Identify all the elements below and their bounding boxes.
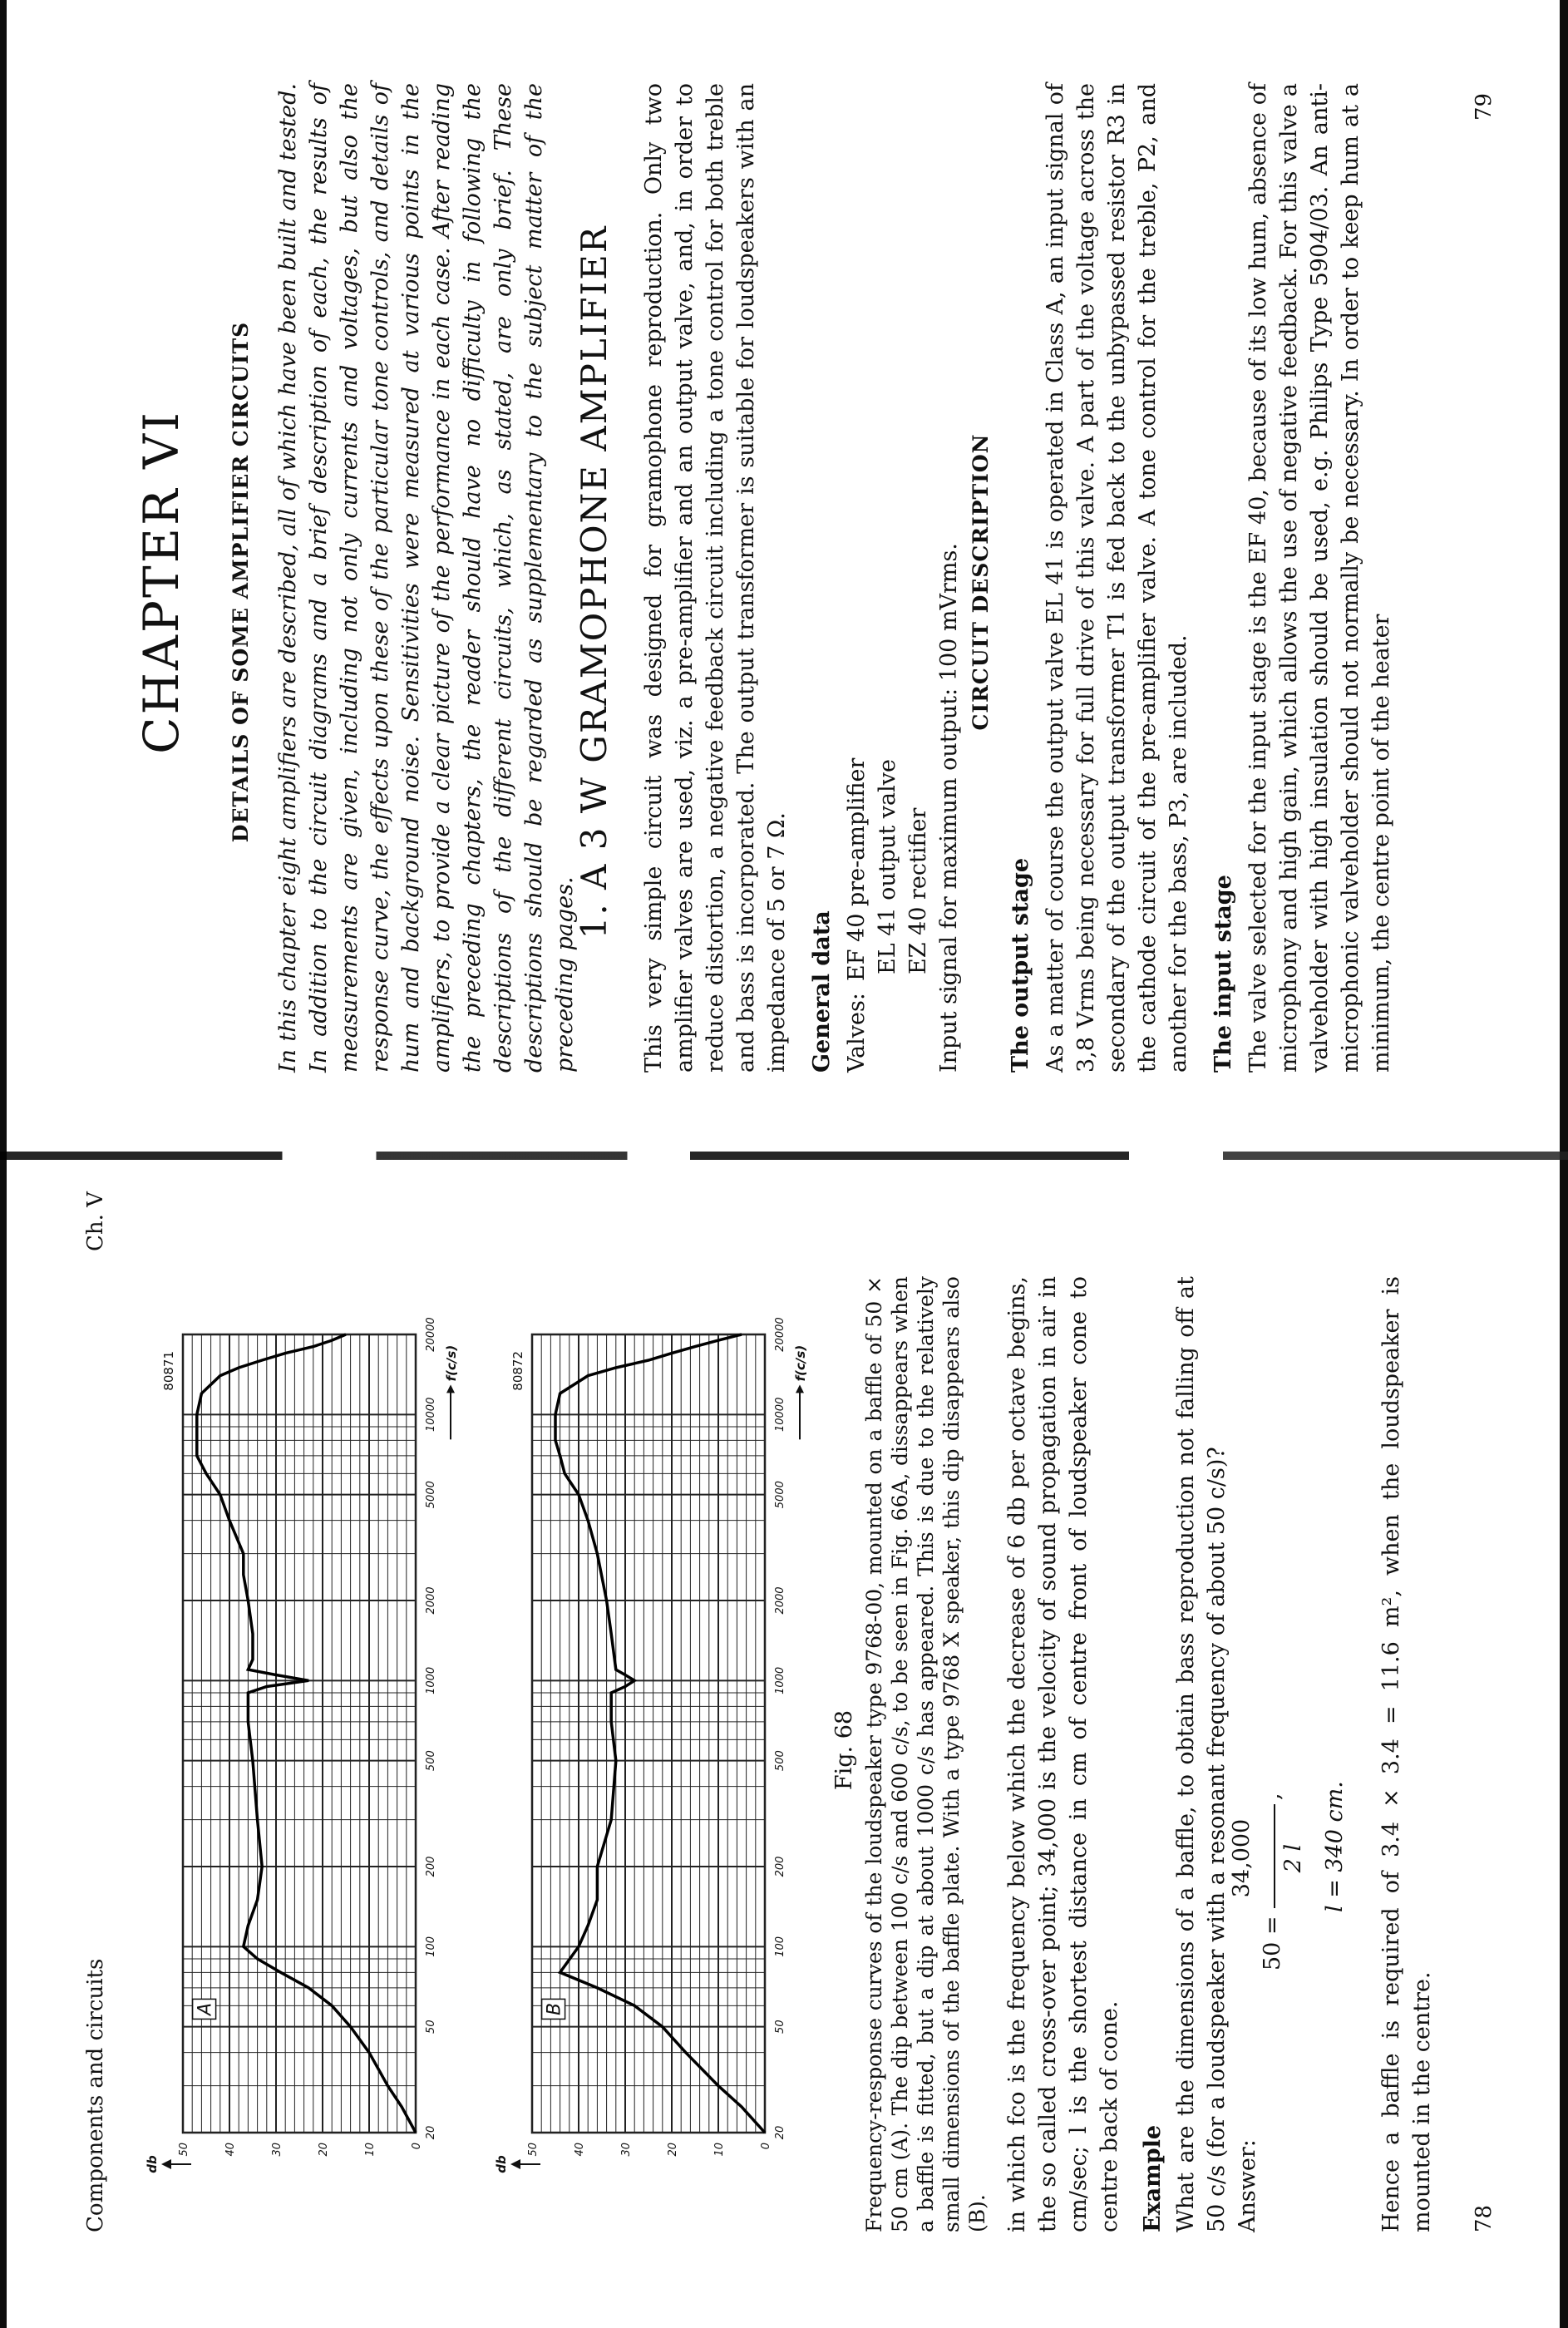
general-data-heading: General data [809,910,835,1073]
x-tick-label: 200 [774,1856,786,1877]
x-axis-label: f(c/s) [444,1344,459,1382]
x-axis-label: f(c/s) [793,1344,808,1382]
amplifier-title: 1. A 3 W GRAMOPHONE AMPLIFIER [574,224,614,940]
x-tick-label: 500 [425,1750,437,1772]
chapter-title: CHAPTER VI [133,410,190,754]
page-number-right: 79 [1472,92,1497,121]
y-tick-label: 30 [271,2143,284,2157]
answer-label: Answer: [1235,2139,1260,2232]
y-tick-label: 50 [527,2143,540,2157]
figure-code: 80872 [510,1351,525,1391]
section-title: DETAILS OF SOME AMPLIFIER CIRCUITS [229,321,253,843]
chart-a-svg [125,1276,482,2224]
x-axis-arrowhead [446,1384,455,1393]
paragraph-cross-over: in which fco is the frequency below which the decrease of 6 db per octave begins, the so called cross-over point; 34,000 is the velocity of sound propagation in air in cm/sec; l is the shortest distance in cm of centre front of loudspeaker cone to centre back of cone. [1004,1276,1122,2232]
formula-comma: , [1260,1793,1285,1800]
y-tick-label: 10 [364,2143,377,2157]
formula-lhs: 50 = [1260,1916,1285,1970]
x-tick-label: 20 [425,2125,437,2140]
example-heading: Example [1140,2124,1166,2232]
x-tick-label: 20 [774,2125,786,2140]
figure-label: Fig. 68 [831,1709,857,1791]
x-tick-label: 5000 [425,1481,437,1509]
chart-b-svg [474,1276,831,2224]
x-axis-arrowhead [796,1384,804,1393]
running-head-chapter: Ch. V [83,1191,108,1251]
x-tick-label: 20000 [425,1317,437,1352]
page-78 [0,1172,1568,2328]
valve-ez40: EZ 40 rectifier [905,807,931,974]
conclusion-text: Hence a baffle is required of 3.4 × 3.4 = 11.6 m², when the loudspeaker is mounted in the centre. [1378,1276,1435,2232]
x-tick-label: 50 [774,2020,786,2034]
x-tick-label: 500 [774,1750,786,1772]
figure-caption: Frequency-response curves of the loudspeaker type 9768-00, mounted on a baffle of 50 × 50 cm (A). The dip between 100 c/s and 600 c/s, to be seen in Fig. 66A, dissappears when a baffle is fitted, but a dip at about 1000 c/s has appeared. This is due to the relatively small dimensions of the baffle plate. With a type 9768 X speaker, this dip disappears also (B). [862,1276,989,2232]
y-axis-arrowhead [161,2159,171,2169]
x-tick-label: 2000 [774,1586,786,1615]
curve-label: B [544,2002,565,2015]
x-tick-label: 1000 [774,1666,786,1694]
x-tick-label: 100 [774,1936,786,1957]
chart-b [474,1276,835,2224]
y-tick-label: 40 [224,2143,237,2157]
input-signal-spec: Input signal for maximum output: 100 mVrms. [936,543,962,1073]
output-stage-heading: The output stage [1008,857,1033,1073]
x-tick-label: 20000 [774,1317,786,1352]
valve-el41: EL 41 output valve [875,759,900,974]
valve-ef40: EF 40 pre-amplifier [844,757,870,981]
x-tick-label: 1000 [425,1666,437,1694]
output-stage-text: As a matter of course the output valve EL 41 is operated in Class A, an input signal of 3,8 Vrms being necessary for full drive of this valve. A part of the voltage across the secondary of the output transformer T1 is fed back to the unbypassed resistor R3 in the cathode circuit of the pre-amplifier valve. A tone control for the treble, P2, and another for the bass, P3, are included. [1043,83,1191,1073]
y-tick-label: 10 [713,2143,726,2157]
y-tick-label: 50 [178,2143,190,2157]
example-text: What are the dimensions of a baffle, to obtain bass reproduction not falling off at 50 c/s (for a loudspeaker with a resonant frequency of about 50 c/s)? [1173,1276,1230,2232]
y-tick-label: 20 [318,2143,330,2157]
input-stage-heading: The input stage [1211,875,1236,1073]
y-axis-arrowhead [510,2159,520,2169]
y-tick-label: 40 [574,2143,586,2157]
y-tick-label: 30 [620,2143,633,2157]
chart-a [125,1276,486,2224]
x-tick-label: 5000 [774,1481,786,1509]
chapter-intro: In this chapter eight amplifiers are described, all of which have been built and tested. In addition to the circuit diagrams and a brief description of each, the results of measurements are given, including not only currents and voltages, but also the response curve, the effects upon these of the particular tone controls, and details of hum and background noise. Sensitivities were measured at various points in the amplifiers, to provide a clear picture of the performance in each case. After reading the preceding chapters, the reader should have no difficulty in following the descriptions of the different circuits, which, as stated, are only brief. These descriptions should be regarded as supplementary to the subject matter of the preceding pages. [275,83,578,1073]
x-tick-label: 50 [425,2020,437,2034]
plot-frame [532,1334,765,2133]
circuit-description-heading: CIRCUIT DESCRIPTION [969,433,993,731]
plot-frame [183,1334,416,2133]
response-curve-b [555,1334,765,2133]
y-axis-label: db [494,2155,509,2173]
x-tick-label: 100 [425,1936,437,1957]
formula-denominator: 2 l [1280,1843,1306,1873]
formula-result: l = 340 cm. [1322,1781,1348,1912]
page-number-left: 78 [1472,2204,1497,2232]
fraction-bar [1274,1804,1275,1908]
valves-label: Valves: [844,993,870,1073]
y-tick-label: 0 [411,2143,423,2150]
x-tick-label: 2000 [425,1586,437,1615]
amplifier-description: This very simple circuit was designed for gramophone reproduction. Only two amplifier valves are used, viz. a pre-amplifier and an output valve, and, in order to reduce distortion, a negative feedback circuit including a tone control for both treble and bass is incorporated. The output transformer is suitable for loudspeakers with an impedance of 5 or 7 Ω. [641,83,790,1073]
curve-label: A [195,2002,216,2015]
figure-code: 80871 [161,1351,176,1391]
x-tick-label: 200 [425,1856,437,1877]
input-stage-text: The valve selected for the input stage is the EF 40, because of its low hum, absence of microphony and high gain, which allows the use of negative feedback. For this valve a valveholder with high insulation should be used, e.g. Philips Type 5904/03. An anti-microphonic valveholder should not normally be necessary. In order to keep hum at a minimum, the centre point of the heater [1245,83,1394,1073]
x-tick-label: 10000 [774,1397,786,1433]
formula-numerator: 34,000 [1229,1818,1255,1898]
y-tick-label: 20 [667,2143,679,2157]
running-head: Components and circuits [83,1958,108,2232]
y-axis-label: db [145,2155,160,2173]
x-tick-label: 10000 [425,1397,437,1433]
y-tick-label: 0 [760,2143,772,2150]
